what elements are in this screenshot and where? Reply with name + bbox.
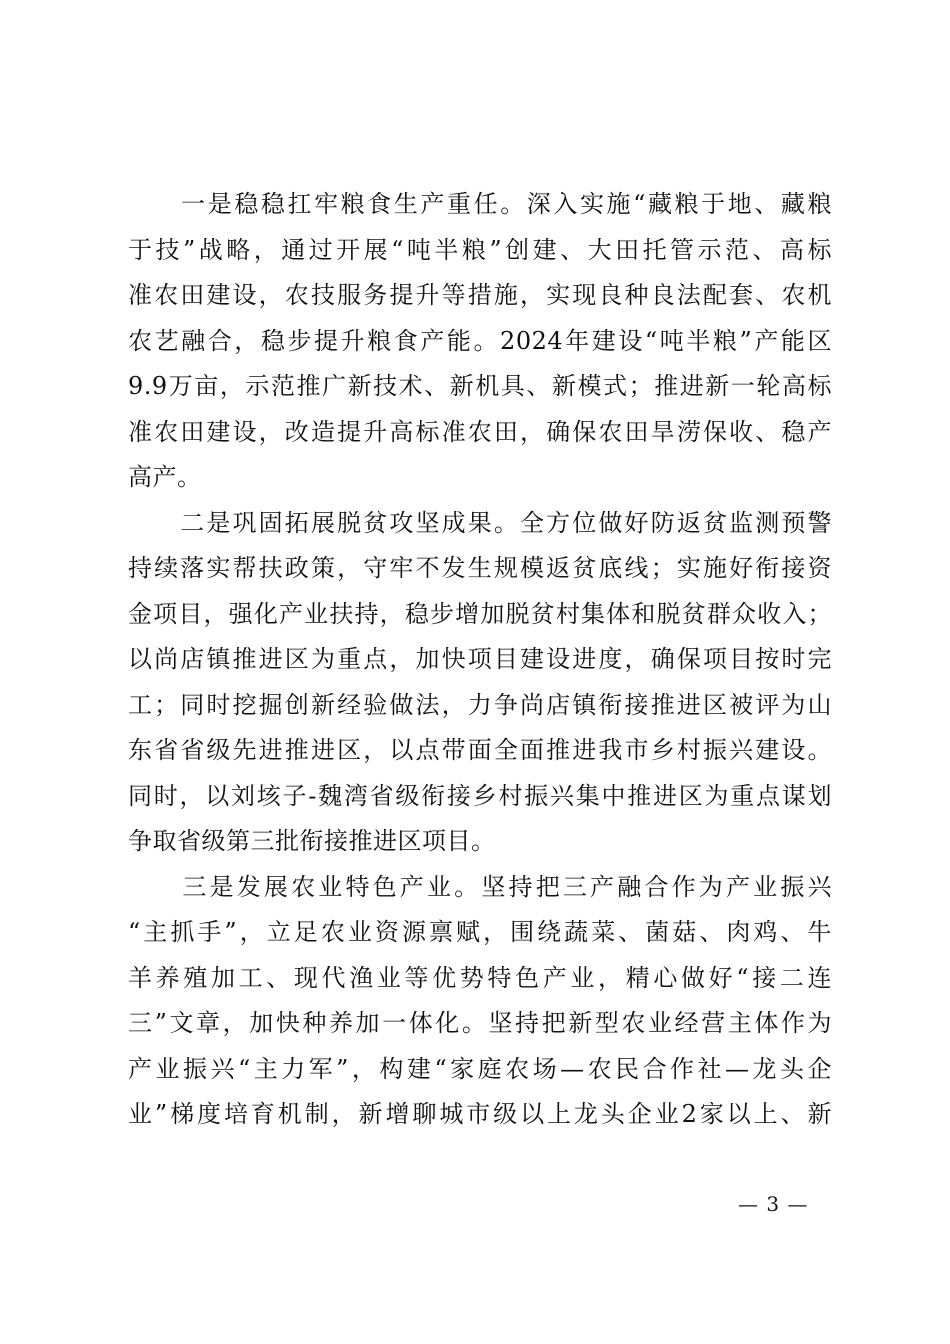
text-line: 准农田建设，改造提升高标准农田，确保农田旱涝保收、稳产: [128, 417, 832, 446]
text-line: 于技”战略，通过开展“吨半粮”创建、大田托管示范、高标: [128, 235, 832, 264]
text-line: 三是发展农业特色产业。坚持把三产融合作为产业振兴: [128, 872, 832, 901]
text-line: 工；同时挖掘创新经验做法，力争尚店镇衔接推进区被评为山: [128, 690, 832, 719]
text-line: 持续落实帮扶政策，守牢不发生规模返贫底线；实施好衔接资: [128, 554, 832, 582]
text-line: 争取省级第三批衔接推进区项目。: [128, 827, 496, 855]
paragraph-characteristic-industry: [128, 865, 832, 1138]
text-line: “主抓手”，立足农业资源禀赋，围绕蔬菜、菌菇、肉鸡、牛: [128, 918, 832, 946]
body-text: [128, 182, 832, 1138]
text-line: 业”梯度培育机制，新增聊城市级以上龙头企业2家以上、新: [128, 1100, 832, 1128]
text-line: 三”文章，加快种养加一体化。坚持把新型农业经营主体作为: [128, 1009, 832, 1037]
text-line: 一是稳稳扛牢粮食生产重任。深入实施“藏粮于地、藏粮: [128, 190, 832, 218]
page-number: — 3 —: [738, 1192, 809, 1216]
text-line: 金项目，强化产业扶持，稳步增加脱贫村集体和脱贫群众收入；: [128, 599, 832, 628]
text-line: 羊养殖加工、现代渔业等优势特色产业，精心做好“接二连: [128, 963, 832, 992]
text-line: 二是巩固拓展脱贫攻坚成果。全方位做好防返贫监测预警: [128, 508, 832, 537]
paragraph-poverty-alleviation: [128, 501, 832, 865]
text-line: 同时，以刘垓子-魏湾省级衔接乡村振兴集中推进区为重点谋划: [128, 781, 832, 810]
text-line: 以尚店镇推进区为重点，加快项目建设进度，确保项目按时完: [128, 645, 832, 673]
text-line: 准农田建设，农技服务提升等措施，实现良种良法配套、农机: [128, 281, 832, 309]
text-line: 高产。: [128, 463, 202, 491]
text-line: 9.9万亩，示范推广新技术、新机具、新模式；推进新一轮高标: [128, 372, 832, 400]
text-line: 东省省级先进推进区，以点带面全面推进我市乡村振兴建设。: [128, 736, 832, 764]
text-line: 产业振兴“主力军”，构建“家庭农场—农民合作社—龙头企: [128, 1054, 832, 1083]
paragraph-grain-production: [128, 182, 832, 501]
text-line: 农艺融合，稳步提升粮食产能。2024年建设“吨半粮”产能区: [128, 326, 832, 355]
